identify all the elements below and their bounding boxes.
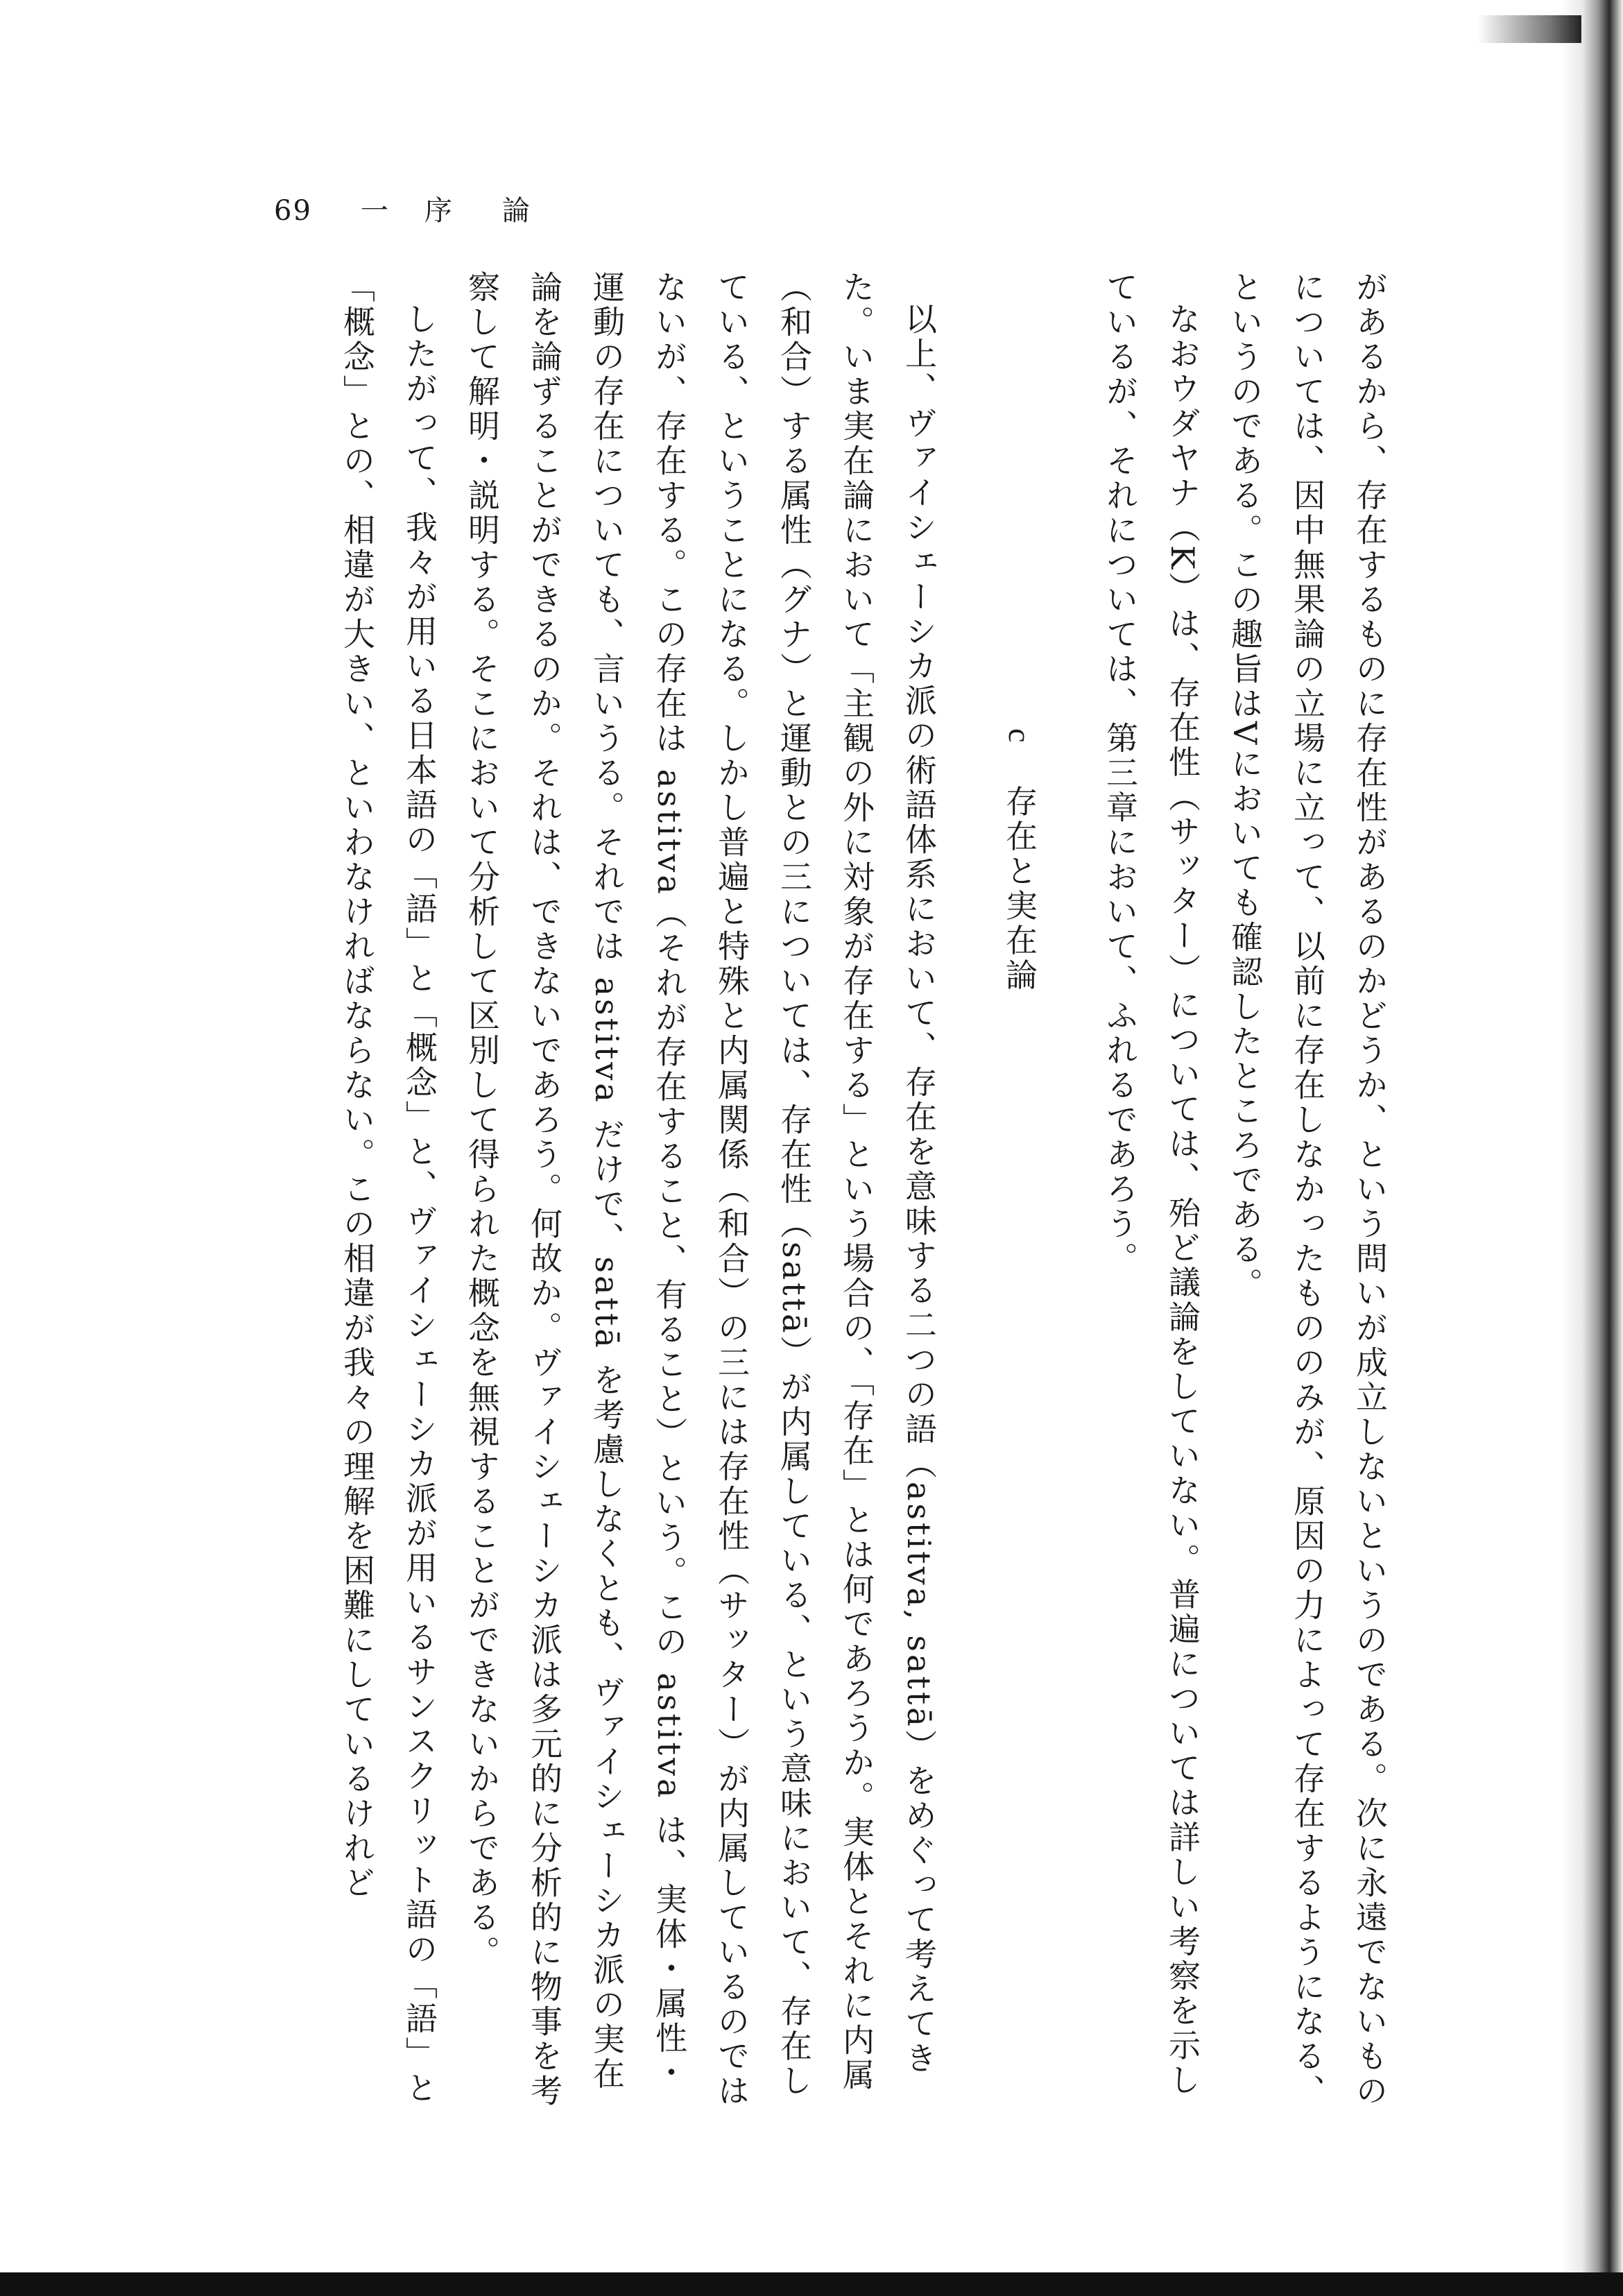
paragraph-3: 以上、ヴァイシェーシカ派の術語体系において、存在を意味する二つの語（astitva, sattā）をめぐって考えてきた。いま実在論において「主観の外に対象が存在する」という場合の、「存在」とは何であろうか。実体とそれに内属（和合）する属性（グナ）と運動との三については、存在性（sattā）が内属している、という意味において、存在している、ということになる。しかし普遍と特殊と内属関係（和合）の三には存在性（サッター）が内属しているのではないが、存在する。この存在は astitva（それが存在すること、有ること）という。この astitva は、実体・属性・運動の存在についても、言いうる。それでは astitva だけで、sattā を考慮しなくとも、ヴァイシェーシカ派の実在論を論ずることができるのか。それは、できないであろう。何故か。ヴァイシェーシカ派は多元的に分析的に物事を考察して解明・説明する。そこにおいて分析して区別して得られた概念を無視することができないからである。 bbox=[463, 271, 938, 2109]
scan-edge-shadow bbox=[1561, 0, 1623, 2296]
page-number: 69 bbox=[274, 195, 312, 227]
scan-top-smudge bbox=[1477, 15, 1581, 43]
vertical-text-body bbox=[326, 271, 1401, 2116]
running-head bbox=[274, 189, 531, 228]
paragraph-1: があるから、存在するものに存在性があるのかどうか、という問いが成立しないというのである。次に永遠でないものについては、因中無果論の立場に立って、以前に存在しなかったもののみが、原因の力によって存在するようになる、というのである。この趣旨はVにおいても確認したところである。 bbox=[1226, 271, 1389, 2109]
running-head-section-2: 論 bbox=[501, 195, 531, 227]
section-heading bbox=[950, 271, 1089, 2116]
section-heading-title: 存在と実在論 bbox=[1001, 785, 1038, 993]
running-head-dash: 一 bbox=[360, 195, 390, 227]
paragraph-2: なおウダヤナ（K）は、存在性（サッター）については、殆ど議論をしていない。普遍については詳しい考察を示しているが、それについては、第三章において、ふれるであろう。 bbox=[1101, 271, 1201, 2098]
running-head-section-1: 序 bbox=[424, 195, 454, 227]
scan-bottom-edge bbox=[0, 2272, 1623, 2296]
section-heading-mark: c bbox=[1002, 728, 1038, 744]
paragraph-4: したがって、我々が用いる日本語の「語」と「概念」と、ヴァイシェーシカ派が用いるサンスクリット語の「語」と「概念」との、相違が大きい、といわなければならない。この相違が我々の理解を困難にしているけれど bbox=[338, 271, 438, 2106]
